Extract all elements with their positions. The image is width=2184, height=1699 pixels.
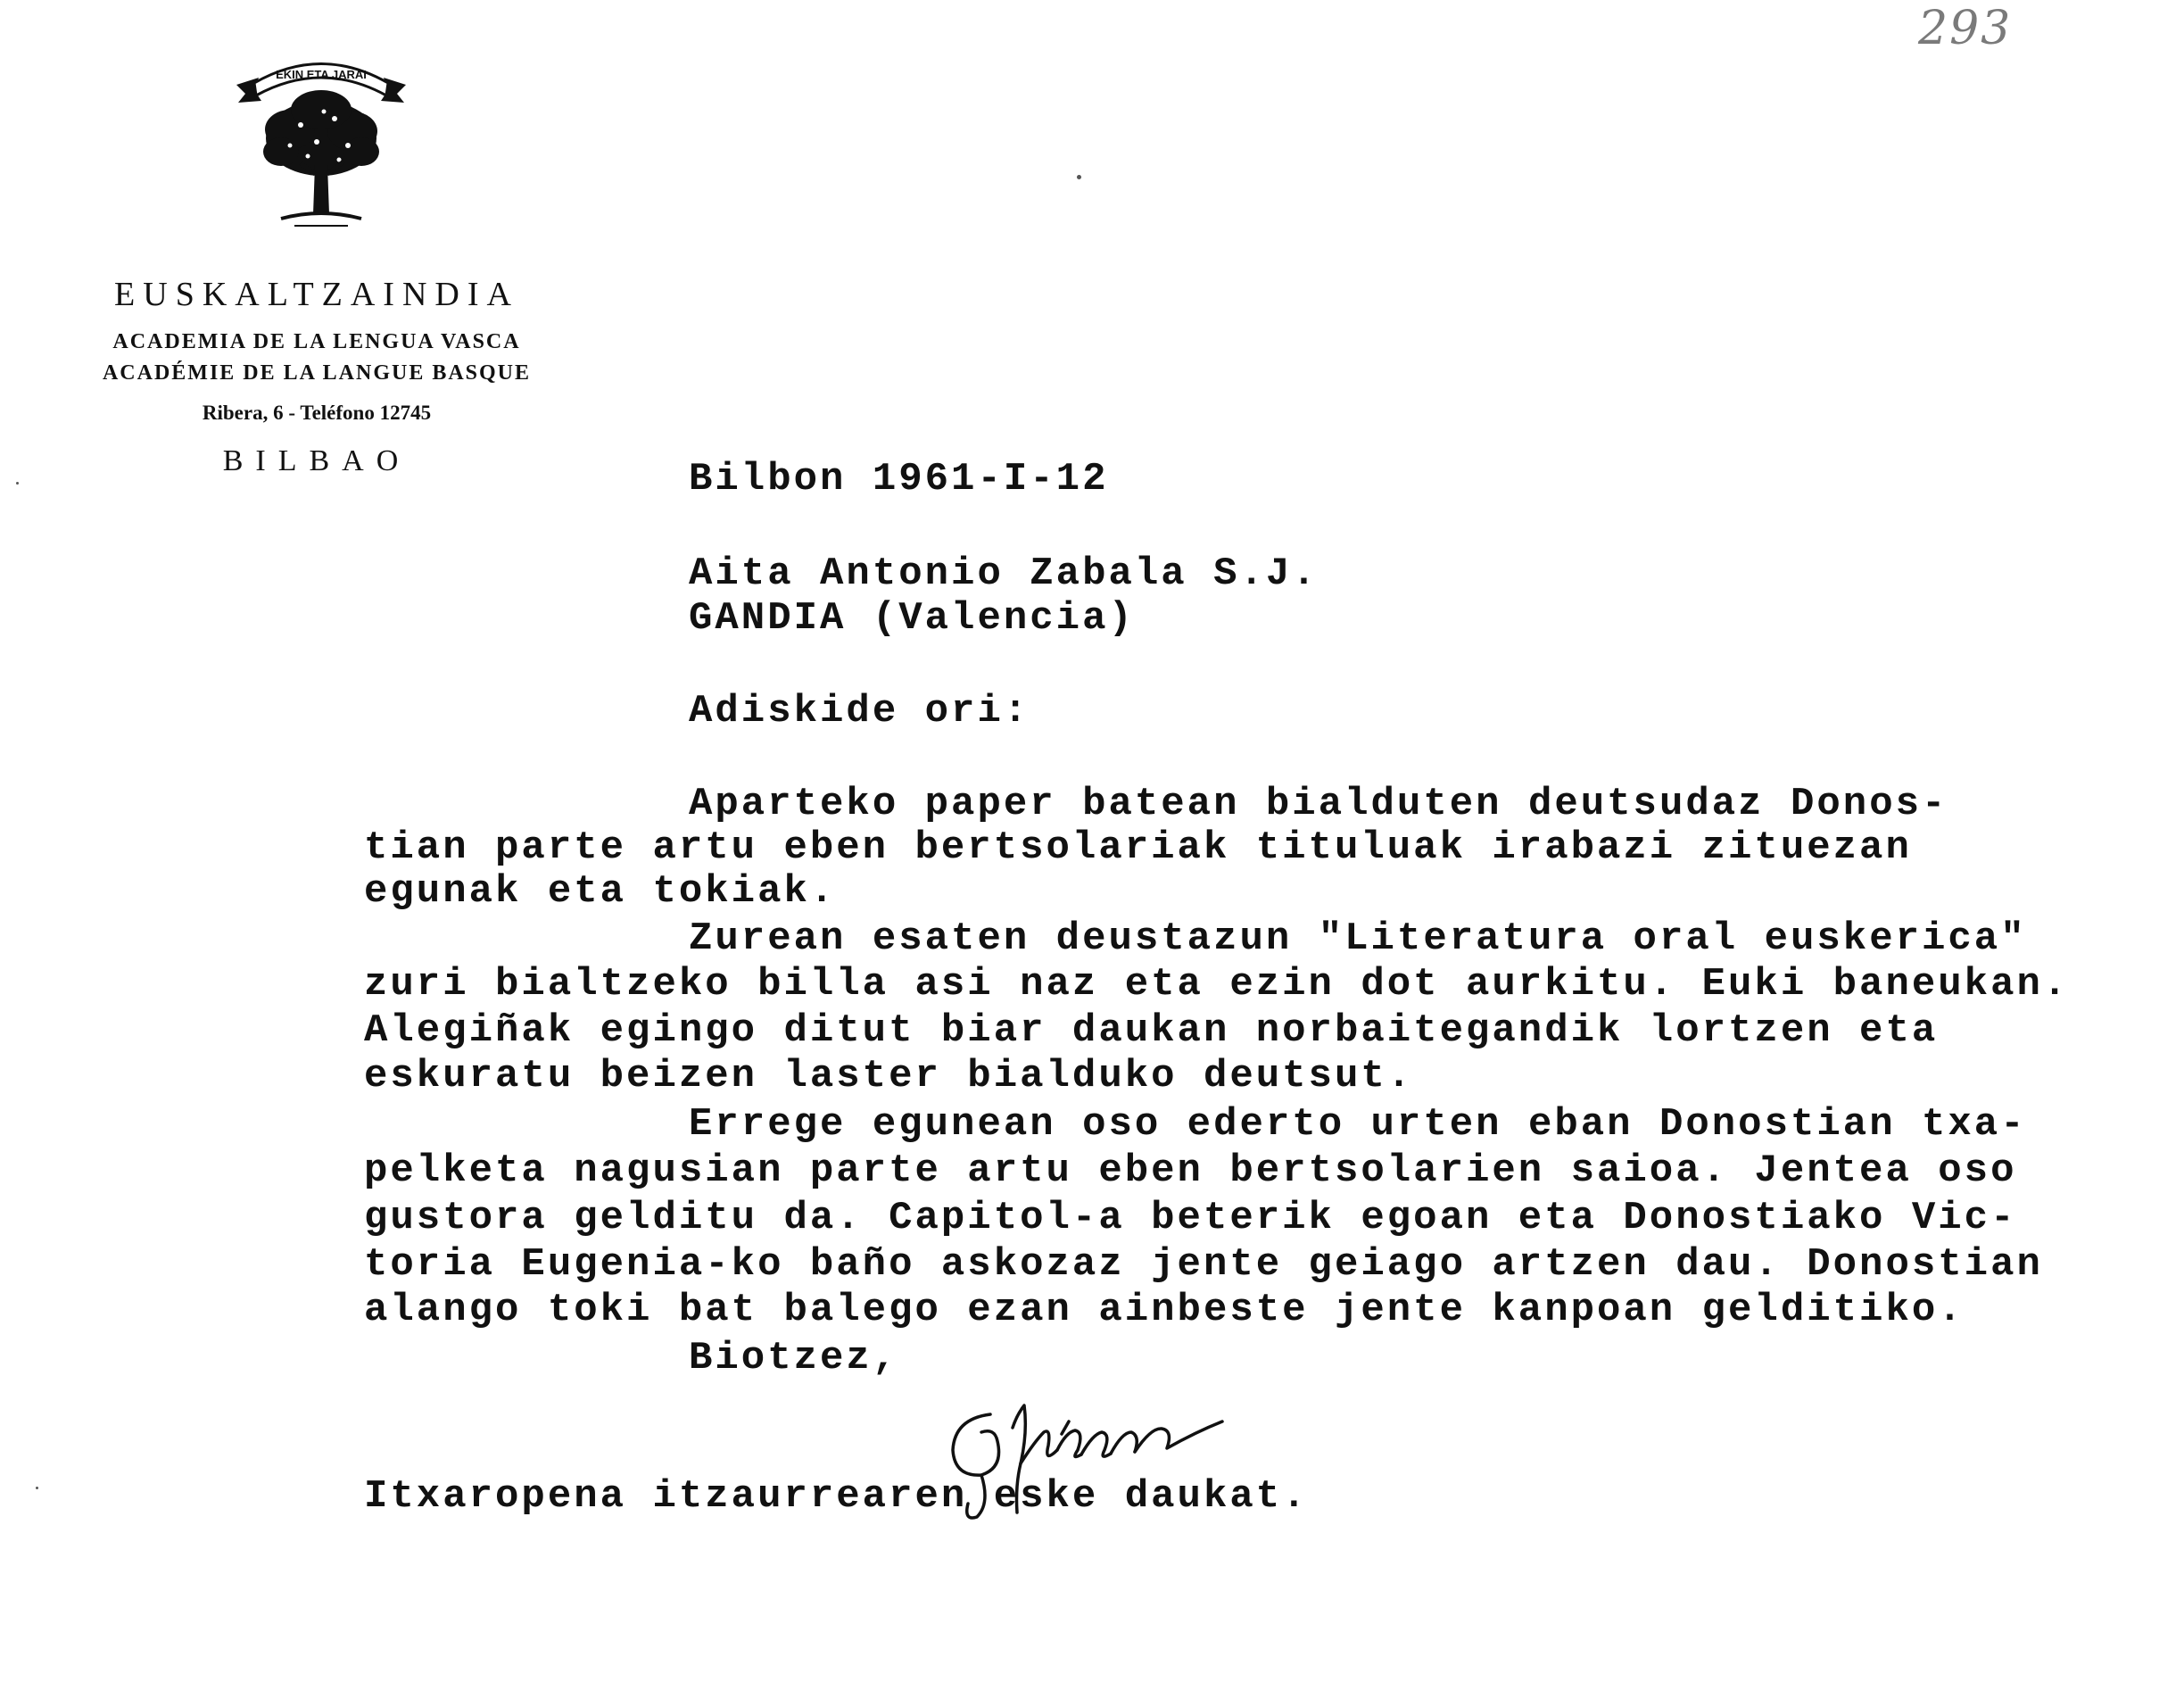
academy-subtitle-spanish: ACADEMIA DE LA LENGUA VASCA [112,330,521,353]
scan-speck [36,1487,38,1489]
body-line: Aparteko paper batean bialduten deutsudaz Donos- [689,782,1948,826]
body-line: pelketa nagusian parte artu eben bertsolarien saioa. Jentea oso [364,1148,2017,1193]
letter-date: Bilbon 1961-I-12 [689,457,1109,501]
body-line: Errege egunean oso ederto urten eban Donostian txa- [689,1102,2027,1147]
body-line: gustora gelditu da. Capitol-a beterik egoan eta Donostiako Vic- [364,1196,2017,1240]
archive-number: 293 [1918,2,2013,55]
body-line: toria Eugenia-ko baño askozaz jente geiago artzen dau. Donostian [364,1242,2043,1287]
scan-speck [1077,175,1081,179]
postscript: Itxaropena itzaurrearen eske daukat. [364,1474,1309,1519]
academy-oak-tree-logo [219,49,424,241]
body-line: zuri bialtzeko billa asi naz eta ezin dot aurkitu. Euki baneukan. [364,962,2070,1007]
body-line: alango toki bat balego ezan ainbeste jente kanpoan gelditiko. [364,1288,1965,1332]
academy-city: BILBAO [222,444,411,477]
academy-name: EUSKALTZAINDIA [114,276,519,313]
closing: Biotzez, [689,1336,899,1380]
academy-address: Ribera, 6 - Teléfono 12745 [202,402,432,424]
scan-speck [16,482,19,485]
recipient-location: GANDIA (Valencia) [689,596,1135,641]
svg-text:EKIN ETA JARAI: EKIN ETA JARAI [276,68,367,81]
body-line: Zurean esaten deustazun "Literatura oral euskerica" [689,916,2027,961]
academy-subtitle-french: ACADÉMIE DE LA LANGUE BASQUE [102,361,532,385]
body-line: egunak eta tokiak. [364,869,837,914]
salutation: Adiskide ori: [689,689,1030,733]
recipient-name: Aita Antonio Zabala S.J. [689,551,1319,596]
body-line: tian parte artu eben bertsolariak tituluak irabazi zituezan [364,825,1912,870]
body-line: Alegiñak egingo ditut biar daukan norbaitegandik lortzen eta [364,1008,1939,1053]
body-line: eskuratu beizen laster bialduko deutsut. [364,1054,1414,1098]
